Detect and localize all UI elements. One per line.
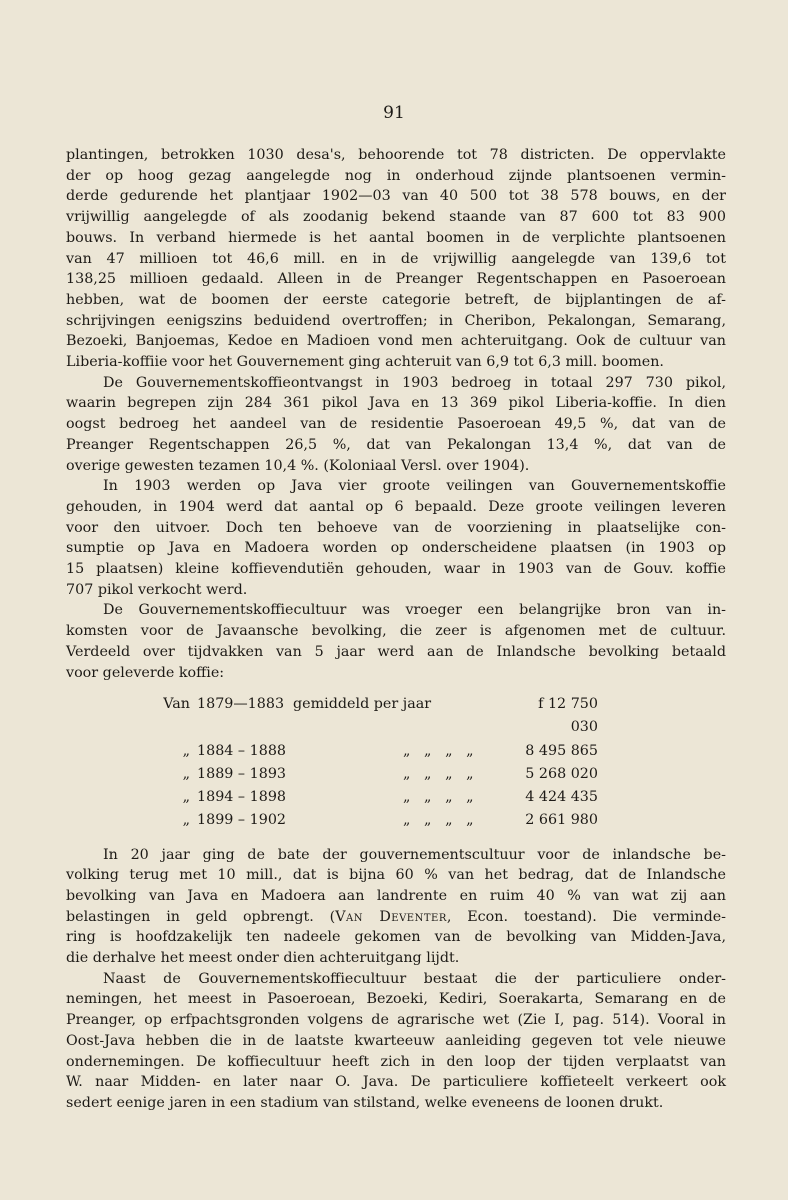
table-amount: 2 661 980 xyxy=(525,812,598,829)
table-prefix: „ xyxy=(182,742,190,759)
text-line: Liberia-koffiie voor het Gouvernement ging achteruit van 6,9 tot 6,3 mill. boomen. xyxy=(66,354,664,371)
table-amount: 5 268 020 xyxy=(525,765,598,782)
table-period: 1894 – 1898 xyxy=(197,789,287,806)
table-amount: 8 495 865 xyxy=(525,742,598,759)
paragraph-5 xyxy=(66,845,726,969)
table-amount: 4 424 435 xyxy=(525,789,598,806)
paragraph-1 xyxy=(66,145,726,373)
table-label: „ „ „ „ xyxy=(403,812,474,829)
table-row xyxy=(66,763,726,786)
text-line: Verdeeld over tijdvakken van 5 jaar werd aan de Inlandsche bevolking betaald xyxy=(66,643,726,660)
text-line: vrijwillig aangelegde of als zoodanig bekend staande van 87 600 tot 83 900 xyxy=(66,209,726,226)
text-line: bouws. In verband hiermede is het aantal boomen in de verplichte plantsoenen xyxy=(66,229,726,246)
paragraph-3 xyxy=(66,476,726,600)
text-line: Preanger, op erfpachtsgronden volgens de agrarische wet (Zie I, pag. 514). Vooral in xyxy=(66,1012,726,1029)
text-line: ring is hoofdzakelijk ten nadeele gekomen van de bevolking van Midden-Java, xyxy=(66,929,726,946)
table-row xyxy=(66,809,726,832)
table-prefix: „ xyxy=(182,812,190,829)
table-label: „ „ „ „ xyxy=(403,765,474,782)
text-line: voor den uitvoer. Doch ten behoeve van de voorziening in plaatselijke con- xyxy=(66,519,726,536)
text-line: Preanger Regentschappen 26,5 %, dat van Pekalongan 13,4 %, dat van de xyxy=(66,436,726,453)
text-line: die derhalve het meest onder dien achteruitgang lijdt. xyxy=(66,950,460,967)
payments-table xyxy=(66,693,726,832)
text-line: De Gouvernementskoffieontvangst in 1903 bedroeg in totaal 297 730 pikol, xyxy=(103,374,726,391)
table-period: 1889 – 1893 xyxy=(197,765,287,782)
table-period: 1879—1883 xyxy=(197,696,285,713)
text-line: In 1903 werden op Java vier groote veilingen van Gouvernementskoffie xyxy=(103,478,726,495)
text-line: voor geleverde koffie: xyxy=(66,664,225,681)
text-line: schrijvingen eenigszins beduidend overtroffen; in Cheribon, Pekalongan, Semarang, xyxy=(66,312,726,329)
paragraph-4 xyxy=(66,600,726,683)
text-line: W. naar Midden- en later naar O. Java. De particuliere koffieteelt verkeert ook xyxy=(66,1074,726,1091)
table-period: 1899 – 1902 xyxy=(197,812,287,829)
text-segment: , Econ. toestand). Die verminde- xyxy=(446,908,727,925)
paragraph-6 xyxy=(66,969,726,1114)
text-line xyxy=(66,907,726,928)
author-name: Van Deventer xyxy=(335,908,447,925)
text-line: van 47 millioen tot 46,6 mill. en in de vrijwillig aangelegde van 139,6 tot xyxy=(66,250,726,267)
text-line: bevolking van Java en Madoera aan landrente en ruim 40 % van wat zij aan xyxy=(66,887,726,904)
table-period: 1884 – 1888 xyxy=(197,742,287,759)
text-line: overige gewesten tezamen 10,4 %. (Koloniaal Versl. over 1904). xyxy=(66,457,530,474)
text-line: komsten voor de Javaansche bevolking, die zeer is afgenomen met de cultuur. xyxy=(66,623,726,640)
text-line: sumptie op Java en Madoera worden op onderscheidene plaatsen (in 1903 op xyxy=(66,540,726,557)
text-line: Naast de Gouvernementskoffiecultuur bestaat die der particuliere onder- xyxy=(103,970,726,987)
table-amount: f 12 750 030 xyxy=(538,696,598,736)
text-line: De Gouvernementskoffiecultuur was vroeger een belangrijke bron van in- xyxy=(103,602,726,619)
table-label: „ „ „ „ xyxy=(403,789,474,806)
table-row xyxy=(66,786,726,809)
table-prefix: „ xyxy=(182,765,190,782)
page-number: 91 xyxy=(383,103,405,123)
table-label: „ „ „ „ xyxy=(403,742,474,759)
table-prefix: „ xyxy=(182,789,190,806)
text-line: sedert eenige jaren in een stadium van stilstand, welke eveneens de loonen drukt. xyxy=(66,1094,664,1111)
table-prefix: Van xyxy=(163,696,190,713)
table-label: gemiddeld per jaar xyxy=(293,696,432,713)
text-segment: belastingen in geld opbrengt. ( xyxy=(66,908,336,925)
text-line: hebben, wat de boomen der eerste categorie betreft, de bijplantingen de af- xyxy=(66,291,726,308)
text-line: Bezoeki, Banjoemas, Kedoe en Madioen vond men achteruitgang. Ook de cultuur van xyxy=(66,333,726,350)
text-line: ondernemingen. De koffiecultuur heeft zich in den loop der tijden verplaatst van xyxy=(66,1053,726,1070)
text-line: 707 pikol verkocht werd. xyxy=(66,581,248,598)
text-line: 15 plaatsen) kleine koffievendutiën gehouden, waar in 1903 van de Gouv. koffie xyxy=(66,561,726,578)
text-line: oogst bedroeg het aandeel van de residentie Pasoeroean 49,5 %, dat van de xyxy=(66,416,726,433)
text-line: Oost-Java hebben die in de laatste kwarteeuw aanleiding gegeven tot vele nieuwe xyxy=(66,1032,726,1049)
text-line: derde gedurende het plantjaar 1902—03 van 40 500 tot 38 578 bouws, en der xyxy=(66,188,726,205)
table-row xyxy=(66,693,726,739)
text-line: volking terug met 10 mill., dat is bijna 60 % van het bedrag, dat de Inlandsche xyxy=(66,867,726,884)
text-line: In 20 jaar ging de bate der gouvernementscultuur voor de inlandsche be- xyxy=(103,846,726,863)
text-line: waarin begrepen zijn 284 361 pikol Java en 13 369 pikol Liberia-koffie. In dien xyxy=(66,395,726,412)
text-line: 138,25 millioen gedaald. Alleen in de Preanger Regentschappen en Pasoeroean xyxy=(66,271,726,288)
body-text xyxy=(66,145,726,1114)
text-line: nemingen, het meest in Pasoeroean, Bezoeki, Kediri, Soerakarta, Semarang en de xyxy=(66,991,726,1008)
table-row xyxy=(66,740,726,763)
text-line: gehouden, in 1904 werd dat aantal op 6 bepaald. Deze groote veilingen leveren xyxy=(66,498,726,515)
paragraph-2 xyxy=(66,373,726,477)
text-line: der op hoog gezag aangelegde nog in onderhoud zijnde plantsoenen vermin- xyxy=(66,167,726,184)
text-line: plantingen, betrokken 1030 desa's, behoorende tot 78 districten. De oppervlakte xyxy=(66,147,726,163)
